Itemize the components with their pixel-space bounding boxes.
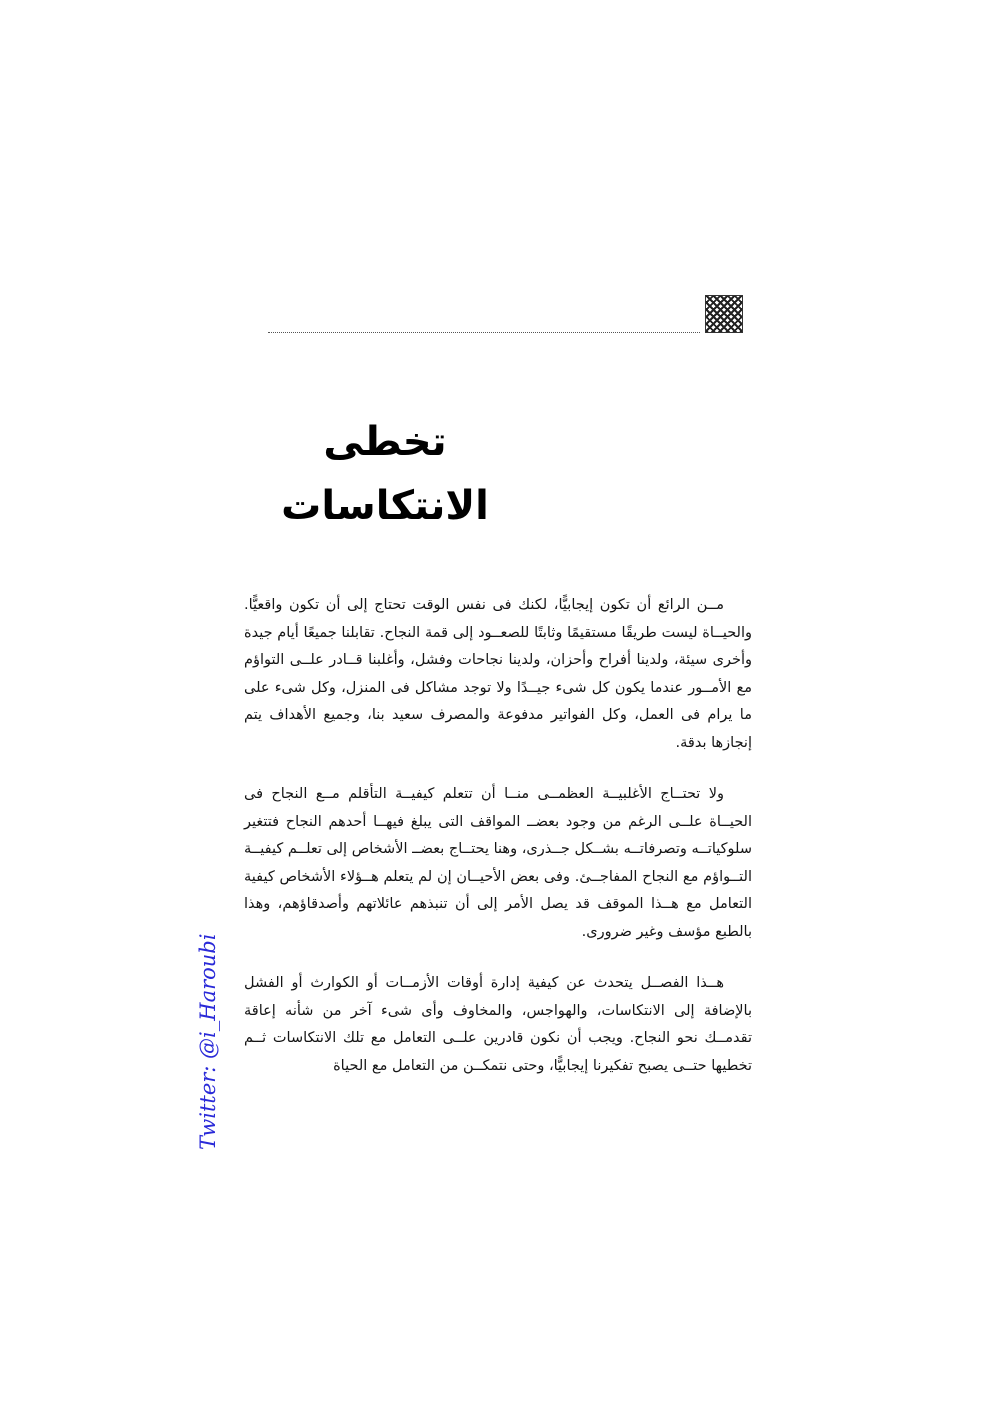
dotted-divider [268, 332, 700, 333]
twitter-watermark: Twitter: @i_Haroubi [196, 933, 220, 1150]
chapter-title: تخطى الانتكاسات [281, 419, 489, 529]
chapter-body [244, 592, 752, 1104]
paragraph-3: هــذا الفصــل يتحدث عن كيفية إدارة أوقات الأزمــات أو الكوارث أو الفشل بالإضافة إلى الانتكاسات، والهواجس، والمخاوف وأى شىء آخر من شأنه إعاقة تقدمــك نحو النجاح. ويجب أن نكون قادرين علــى التعامل مع تلك الانتكاسات ثــم تخطيها حتــى يصبح تفكيرنا إيجابيًّا، وحتى نتمكــن من التعامل مع الحياة [244, 975, 752, 1074]
paragraph-1: مــن الرائع أن تكون إيجابيًّا، لكنك فى نفس الوقت تحتاج إلى أن تكون واقعيًّا. والحيــاة ليست طريقًا مستقيمًا وثابتًا للصعــود إلى قمة النجاح. تقابلنا جميعًا أيام جيدة وأخرى سيئة، ولدينا أفراح وأحزان، ولدينا نجاحات وفشل، وأغلبنا قــادر علــى التواؤم مع الأمــور عندما يكون كل شىء جيــدًا ولا توجد مشاكل فى المنزل، وكل شىء على ما يرام فى العمل، وكل الفواتير مدفوعة والمصرف سعيد بنا، وجميع الأهداف يتم إنجازها بدقة. [244, 597, 752, 751]
chapter-ornament-icon [705, 295, 743, 333]
paragraph-2: ولا تحتــاج الأغلبيــة العظمــى منــا أن تتعلم كيفيــة التأقلم مــع النجاح فى الحيــاة علــى الرغم من وجود بعضــ المواقف التى يبلغ فيهــا أحدهم النجاح فتتغير سلوكياتــه وتصرفاتــه بشــكل جــذرى، وهنا يحتــاج بعضــ الأشخاص إلى تعلــم كيفيــة التــواؤم مع النجاح المفاجــئ. وفى بعض الأحيــان إن لم يتعلم هــؤلاء الأشخاص كيفية التعامل مع هــذا الموقف قد يصل الأمر إلى أن تنبذهم عائلاتهم وأصدقاؤهم، وهذا بالطبع مؤسف وغير ضرورى. [244, 786, 752, 940]
